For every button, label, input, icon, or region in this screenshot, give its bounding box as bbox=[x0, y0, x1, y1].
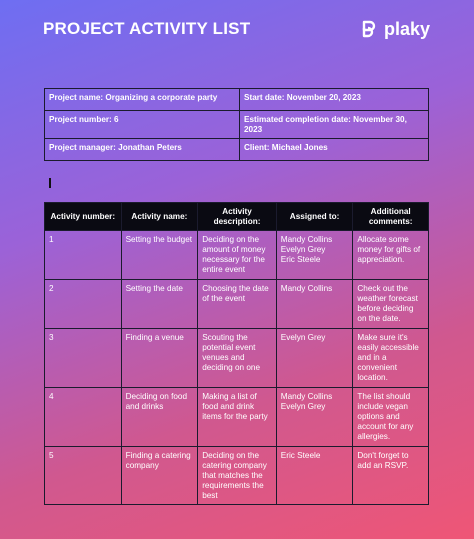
activity-table bbox=[44, 202, 429, 505]
activity-name: Setting the budget bbox=[121, 231, 198, 280]
table-row bbox=[45, 447, 429, 505]
info-row bbox=[45, 89, 429, 111]
activity-description: Deciding on the amount of money necessary for the entire event bbox=[198, 231, 277, 280]
text-cursor bbox=[49, 178, 51, 188]
activity-name: Setting the date bbox=[121, 280, 198, 329]
header-activity-number: Activity number: bbox=[45, 203, 122, 231]
completion-date: Estimated completion date: November 30, 2023 bbox=[240, 111, 429, 139]
additional-comments: Allocate some money for gifts of appreciation. bbox=[353, 231, 429, 280]
brand-name: plaky bbox=[384, 18, 431, 39]
info-row bbox=[45, 139, 429, 161]
plaky-logo[interactable] bbox=[362, 18, 430, 40]
assigned-to: Eric Steele bbox=[276, 447, 353, 505]
page-title: PROJECT ACTIVITY LIST bbox=[43, 19, 251, 38]
activity-name: Finding a catering company bbox=[121, 447, 198, 505]
activity-number: 1 bbox=[45, 231, 122, 280]
activity-description: Choosing the date of the event bbox=[198, 280, 277, 329]
assigned-to: Mandy Collins Evelyn Grey bbox=[276, 388, 353, 447]
info-row bbox=[45, 111, 429, 139]
project-number: Project number: 6 bbox=[45, 111, 240, 139]
table-row bbox=[45, 388, 429, 447]
activity-number: 2 bbox=[45, 280, 122, 329]
header-assigned-to: Assigned to: bbox=[276, 203, 353, 231]
start-date: Start date: November 20, 2023 bbox=[240, 89, 429, 111]
project-manager: Project manager: Jonathan Peters bbox=[45, 139, 240, 161]
project-name: Project name: Organizing a corporate party bbox=[45, 89, 240, 111]
activity-name: Finding a venue bbox=[121, 329, 198, 388]
table-row bbox=[45, 329, 429, 388]
activity-number: 5 bbox=[45, 447, 122, 505]
activity-number: 3 bbox=[45, 329, 122, 388]
activity-description: Deciding on the catering company that matches the requirements the best bbox=[198, 447, 277, 505]
assigned-to: Mandy Collins Evelyn Grey Eric Steele bbox=[276, 231, 353, 280]
additional-comments: The list should include vegan options and account for any allergies. bbox=[353, 388, 429, 447]
header-activity-name: Activity name: bbox=[121, 203, 198, 231]
additional-comments: Don't forget to add an RSVP. bbox=[353, 447, 429, 505]
table-row bbox=[45, 231, 429, 280]
assigned-to: Mandy Collins bbox=[276, 280, 353, 329]
activity-description: Scouting the potential event venues and deciding on one bbox=[198, 329, 277, 388]
table-row bbox=[45, 280, 429, 329]
additional-comments: Check out the weather forecast before deciding on the date. bbox=[353, 280, 429, 329]
activity-description: Making a list of food and drink items for the party bbox=[198, 388, 277, 447]
project-info-table bbox=[44, 88, 429, 161]
client: Client: Michael Jones bbox=[240, 139, 429, 161]
plaky-logo-icon bbox=[362, 20, 378, 38]
activity-name: Deciding on food and drinks bbox=[121, 388, 198, 447]
header-activity-description: Activity description: bbox=[198, 203, 277, 231]
table-header-row bbox=[45, 203, 429, 231]
header-additional-comments: Additional comments: bbox=[353, 203, 429, 231]
activity-number: 4 bbox=[45, 388, 122, 447]
additional-comments: Make sure it's easily accessible and in a convenient location. bbox=[353, 329, 429, 388]
assigned-to: Evelyn Grey bbox=[276, 329, 353, 388]
